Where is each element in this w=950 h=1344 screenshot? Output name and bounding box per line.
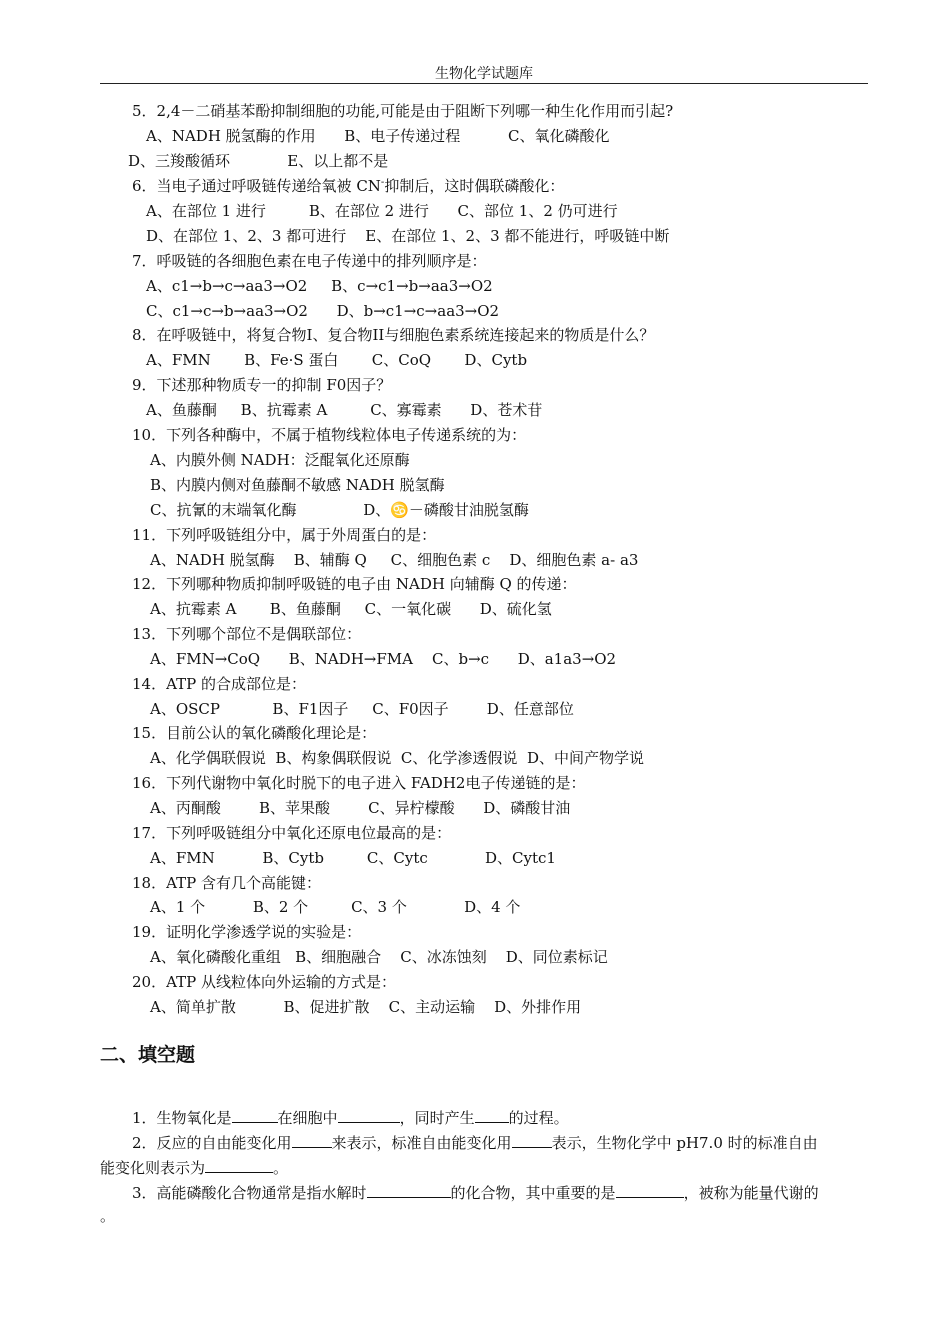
fill-3-text-b: 的化合物，其中重要的是 <box>450 1184 616 1202</box>
question-12-options: A、抗霉素 A B、鱼藤酮 C、一氧化碳 D、硫化氢 <box>150 600 552 618</box>
fill-question-2-line1 <box>132 1130 818 1154</box>
fill-2-text-e: 。 <box>273 1159 289 1177</box>
question-9-options: A、鱼藤酮 B、抗霉素 A C、寡霉素 D、苍术苷 <box>146 401 543 419</box>
question-19-stem: 19．证明化学渗透学说的实验是： <box>132 923 362 941</box>
question-12-stem: 12．下列哪种物质抑制呼吸链的电子由 NADH 向辅酶 Q 的传递： <box>132 575 577 593</box>
fill-3-blank-2[interactable] <box>616 1180 684 1198</box>
fill-3-text-c: ，被称为能量代谢的 <box>683 1184 819 1202</box>
fill-1-blank-3[interactable] <box>475 1105 509 1123</box>
question-18-options: A、1 个 B、2 个 C、3 个 D、4 个 <box>150 898 521 916</box>
question-10-options-line2: B、内膜内侧对鱼藤酮不敏感 NADH 脱氢酶 <box>150 476 445 494</box>
fill-2-text-b: 来表示，标准自由能变化用 <box>331 1134 512 1152</box>
question-16-options: A、丙酮酸 B、苹果酸 C、异柠檬酸 D、磷酸甘油 <box>150 799 571 817</box>
question-20-options: A、简单扩散 B、促进扩散 C、主动运输 D、外排作用 <box>150 998 582 1016</box>
page-header-title: 生物化学试题库 <box>435 66 533 82</box>
question-13-options: A、FMN→CoQ B、NADH→FMA C、b→c D、a1a3→O2 <box>150 650 617 668</box>
question-5-options-line1: A、NADH 脱氢酶的作用 B、电子传递过程 C、氧化磷酸化 <box>146 127 610 145</box>
question-10-stem: 10．下列各种酶中，不属于植物线粒体电子传递系统的为： <box>132 426 527 444</box>
question-17-stem: 17．下列呼吸链组分中氧化还原电位最高的是： <box>132 824 452 842</box>
question-17-options: A、FMN B、Cytb C、Cytc D、Cytc1 <box>150 849 556 867</box>
question-7-stem: 7．呼吸链的各细胞色素在电子传递中的排列顺序是： <box>132 252 487 270</box>
fill-2-text-d: 能变化则表示为 <box>100 1159 206 1177</box>
question-18-stem: 18．ATP 含有几个高能键： <box>132 874 321 892</box>
question-6-stem-part1: 6．当电子通过呼吸链传递给氧被 CN <box>132 177 381 195</box>
question-5-options-line2: D、三羧酸循环 E、以上都不是 <box>128 152 389 170</box>
question-6-stem-sup: - <box>380 177 385 188</box>
fill-2-text-a: 2．反应的自由能变化用 <box>132 1134 292 1152</box>
fill-question-1 <box>132 1105 569 1129</box>
question-20-stem: 20．ATP 从线粒体向外运输的方式是： <box>132 973 396 991</box>
fill-3-blank-1[interactable] <box>367 1180 451 1198</box>
question-15-stem: 15．目前公认的氧化磷酸化理论是： <box>132 724 377 742</box>
question-6-options-line2: D、在部位 1、2、3 都可进行 E、在部位 1、2、3 都不能进行，呼吸链中断 <box>146 227 670 245</box>
question-11-stem: 11．下列呼吸链组分中，属于外周蛋白的是： <box>132 526 437 544</box>
fill-2-text-c: 表示，生物化学中 pH7.0 时的标准自由 <box>551 1134 818 1152</box>
question-10-options-line1: A、内膜外侧 NADH：泛醌氧化还原酶 <box>150 451 410 469</box>
question-7-options-line1: A、c1→b→c→aa3→O2 B、c→c1→b→aa3→O2 <box>146 277 493 295</box>
fill-2-blank-3[interactable] <box>205 1155 273 1173</box>
fill-1-text-b: 在细胞中 <box>277 1109 338 1127</box>
fill-question-3-line1 <box>132 1180 819 1204</box>
fill-1-text-a: 1．生物氧化是 <box>132 1109 232 1127</box>
fill-1-text-d: 的过程。 <box>508 1109 569 1127</box>
question-11-options: A、NADH 脱氢酶 B、辅酶 Q C、细胞色素 c D、细胞色素 a- a3 <box>150 551 639 569</box>
section-title-fill-in: 二、填空题 <box>100 1044 196 1066</box>
fill-question-3-line2: 。 <box>100 1207 116 1225</box>
fill-question-2-line2 <box>100 1155 288 1179</box>
question-7-options-line2: C、c1→c→b→aa3→O2 D、b→c1→c→aa3→O2 <box>146 302 500 320</box>
question-8-stem: 8．在呼吸链中，将复合物I、复合物II与细胞色素系统连接起来的物质是什么？ <box>132 326 655 344</box>
question-19-options: A、氧化磷酸化重组 B、细胞融合 C、冰冻蚀刻 D、同位素标记 <box>150 948 608 966</box>
question-10-options-line3: C、抗氰的末端氧化酶 D、♋－磷酸甘油脱氢酶 <box>150 501 529 519</box>
fill-3-text-a: 3．高能磷酸化合物通常是指水解时 <box>132 1184 367 1202</box>
question-16-stem: 16．下列代谢物中氧化时脱下的电子进入 FADH2电子传递链的是： <box>132 774 586 792</box>
question-14-options: A、OSCP B、F1因子 C、F0因子 D、任意部位 <box>150 700 574 718</box>
question-6-stem-part2: 抑制后，这时偶联磷酸化： <box>384 177 565 195</box>
fill-1-text-c: ，同时产生 <box>399 1109 475 1127</box>
question-13-stem: 13．下列哪个部位不是偶联部位： <box>132 625 362 643</box>
fill-2-blank-2[interactable] <box>512 1130 552 1148</box>
header-divider <box>100 83 868 84</box>
question-15-options: A、化学偶联假说 B、构象偶联假说 C、化学渗透假说 D、中间产物学说 <box>150 749 644 767</box>
question-6-stem <box>132 175 564 197</box>
question-14-stem: 14．ATP 的合成部位是： <box>132 675 306 693</box>
fill-1-blank-2[interactable] <box>338 1105 400 1123</box>
fill-1-blank-1[interactable] <box>232 1105 278 1123</box>
fill-2-blank-1[interactable] <box>292 1130 332 1148</box>
question-8-options: A、FMN B、Fe·S 蛋白 C、CoQ D、Cytb <box>146 351 528 369</box>
question-6-options-line1: A、在部位 1 进行 B、在部位 2 进行 C、部位 1、2 仍可进行 <box>146 202 618 220</box>
question-5-stem: 5．2,4－二硝基苯酚抑制细胞的功能,可能是由于阻断下列哪一种生化作用而引起? <box>132 102 674 120</box>
question-9-stem: 9．下述那种物质专一的抑制 F0因子？ <box>132 376 392 394</box>
